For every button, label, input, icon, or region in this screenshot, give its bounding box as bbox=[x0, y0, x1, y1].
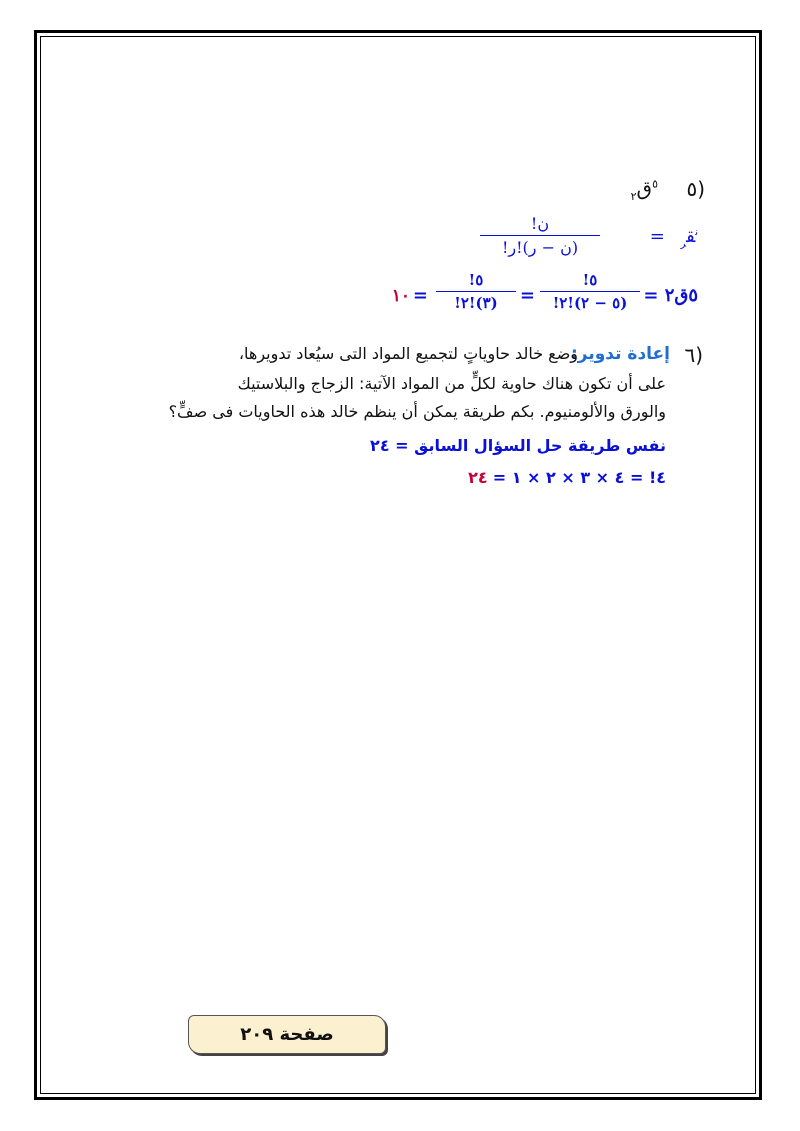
problem6-line2: على أن تكون هناك حاوية لكلٍّ من المواد الآتية: الزجاج والبلاستيك bbox=[237, 374, 666, 393]
instance-equals-1: = bbox=[643, 285, 659, 306]
general-lhs-main: ق bbox=[686, 226, 696, 247]
general-denominator: (ن − ر)!ر! bbox=[501, 238, 579, 257]
fraction-bar bbox=[540, 291, 640, 292]
general-numerator: ن! bbox=[530, 214, 550, 233]
problem6-lead: إعادة تدوير: bbox=[570, 344, 670, 364]
instance-frac2-den: (٣)!٢! bbox=[454, 294, 498, 312]
instance-lhs bbox=[643, 285, 698, 306]
instance-frac1-num: ٥! bbox=[582, 271, 598, 289]
problem6-answer2-main: ٤! = ٤ × ٣ × ٢ × ١ = bbox=[492, 468, 666, 487]
problem5-expression bbox=[631, 176, 658, 203]
page-number-label: صفحة ٢٠٩ bbox=[188, 1015, 386, 1054]
fraction-bar bbox=[436, 291, 516, 292]
problem5-number: (٥ bbox=[686, 177, 705, 201]
problem6-line3: والورق والألومنيوم. بكم طريقة يمكن أن ينظم خالد هذه الحاويات فى صفٍّ؟ bbox=[168, 402, 666, 421]
instance-result: ١٠ bbox=[391, 286, 410, 306]
instance-frac1-den: (٥ − ٢)!٢! bbox=[552, 294, 628, 312]
instance-equals-3: = bbox=[412, 285, 428, 306]
instance-frac2-num: ٥! bbox=[468, 271, 484, 289]
problem6-answer2 bbox=[468, 468, 666, 487]
instance-lhs-text: ٥ق٢ bbox=[664, 285, 698, 306]
fraction-bar bbox=[480, 235, 600, 236]
instance-fraction-2 bbox=[436, 271, 516, 312]
general-formula-lhs bbox=[650, 226, 698, 250]
problem6-answer1: نفس طريقة حل السؤال السابق = ٢٤ bbox=[370, 436, 666, 455]
general-lhs-sub: ر bbox=[680, 238, 687, 250]
problem5-expr-sup: ٥ bbox=[652, 177, 658, 191]
general-lhs-sup: ن bbox=[695, 227, 698, 238]
problem5-expr-sub: ٢ bbox=[630, 190, 637, 203]
general-equals: = bbox=[649, 226, 665, 247]
instance-equals-2: = bbox=[519, 285, 535, 306]
general-formula-fraction bbox=[480, 214, 600, 257]
problem6-line1: وضع خالد حاوياتٍ لتجميع المواد التى سيُعاد تدويرها، bbox=[238, 344, 578, 363]
problem6-answer2-result: ٢٤ bbox=[468, 468, 488, 487]
instance-fraction-1 bbox=[540, 271, 640, 312]
problem5-expr-main: ق bbox=[636, 176, 653, 200]
problem6-number: (٦ bbox=[684, 343, 703, 367]
